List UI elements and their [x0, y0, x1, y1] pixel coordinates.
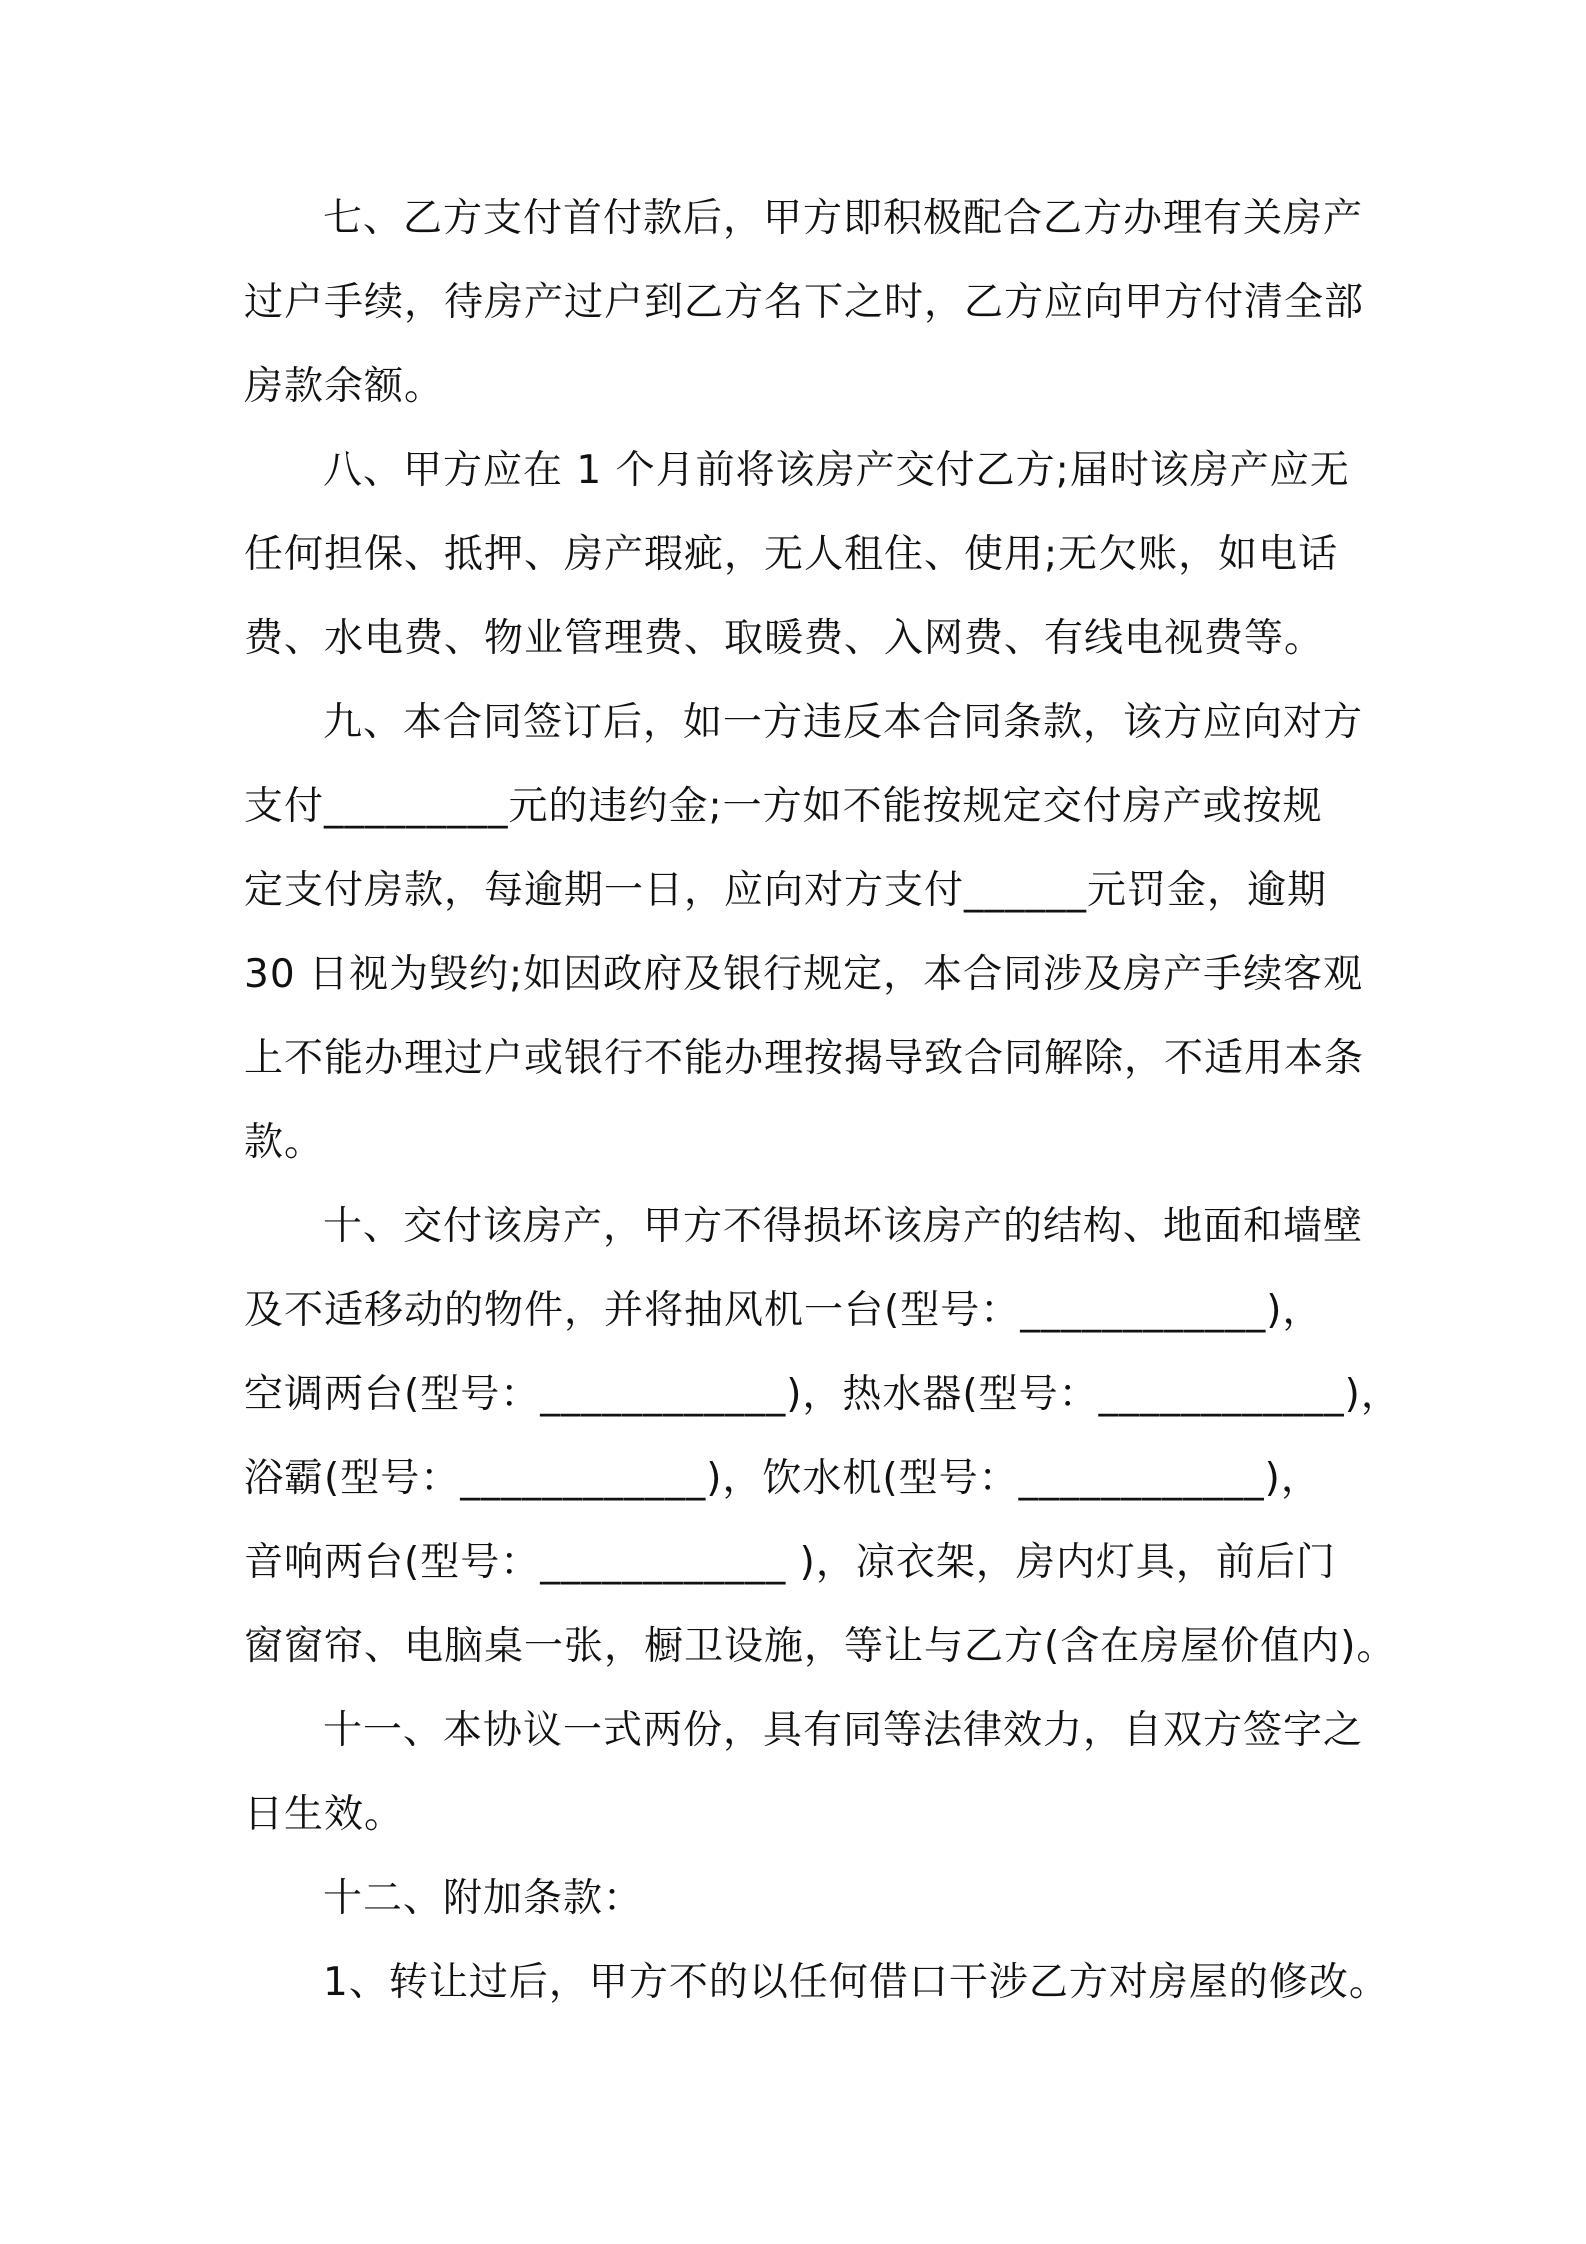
clause-8-line-2: 任何担保、抵押、房产瑕疵，无人租住、使用;无欠账，如电话 [244, 532, 1339, 577]
clause-9-line-6: 款。 [244, 1120, 325, 1165]
clause-10-line-4: 浴霸(型号：____________)，饮水机(型号：____________)， [244, 1456, 1321, 1501]
clause-12-item-1: 1、转让过后，甲方不的以任何借口干涉乙方对房屋的修改。 [323, 1960, 1389, 2005]
clause-9-line-2: 支付_________元的违约金;一方如不能按规定交付房产或按规 [244, 784, 1323, 829]
clause-9-line-3: 定支付房款，每逾期一日，应向对方支付______元罚金，逾期 [244, 868, 1328, 913]
clause-9-line-1: 九、本合同签订后，如一方违反本合同条款，该方应向对方 [323, 700, 1364, 745]
clause-12-heading: 十二、附加条款： [323, 1876, 644, 1921]
clause-9-line-4: 30 日视为毁约;如因政府及银行规定，本合同涉及房产手续客观 [244, 952, 1364, 997]
clause-10-line-6: 窗窗帘、电脑桌一张，橱卫设施，等让与乙方(含在房屋价值内)。 [244, 1624, 1397, 1669]
clause-10-line-2: 及不适移动的物件，并将抽风机一台(型号：____________)， [244, 1288, 1323, 1333]
clause-9-line-5: 上不能办理过户或银行不能办理按揭导致合同解除，不适用本条 [244, 1036, 1365, 1081]
clause-7-line-1: 七、乙方支付首付款后，甲方即积极配合乙方办理有关房产 [323, 196, 1364, 241]
clause-7-line-3: 房款余额。 [244, 364, 445, 409]
clause-7-line-2: 过户手续，待房产过户到乙方名下之时，乙方应向甲方付清全部 [244, 280, 1365, 325]
clause-8-line-1: 八、甲方应在 1 个月前将该房产交付乙方;届时该房产应无 [323, 448, 1350, 493]
clause-10-line-1: 十、交付该房产，甲方不得损坏该房产的结构、地面和墙壁 [323, 1204, 1364, 1249]
clause-10-line-3: 空调两台(型号：____________)，热水器(型号：____________)， [244, 1372, 1401, 1417]
clause-10-line-5: 音响两台(型号：____________ )，凉衣架，房内灯具，前后门 [244, 1540, 1336, 1585]
clause-8-line-3: 费、水电费、物业管理费、取暖费、入网费、有线电视费等。 [244, 616, 1325, 661]
clause-11-line-1: 十一、本协议一式两份，具有同等法律效力，自双方签字之 [323, 1708, 1364, 1753]
clause-11-line-2: 日生效。 [244, 1792, 405, 1837]
